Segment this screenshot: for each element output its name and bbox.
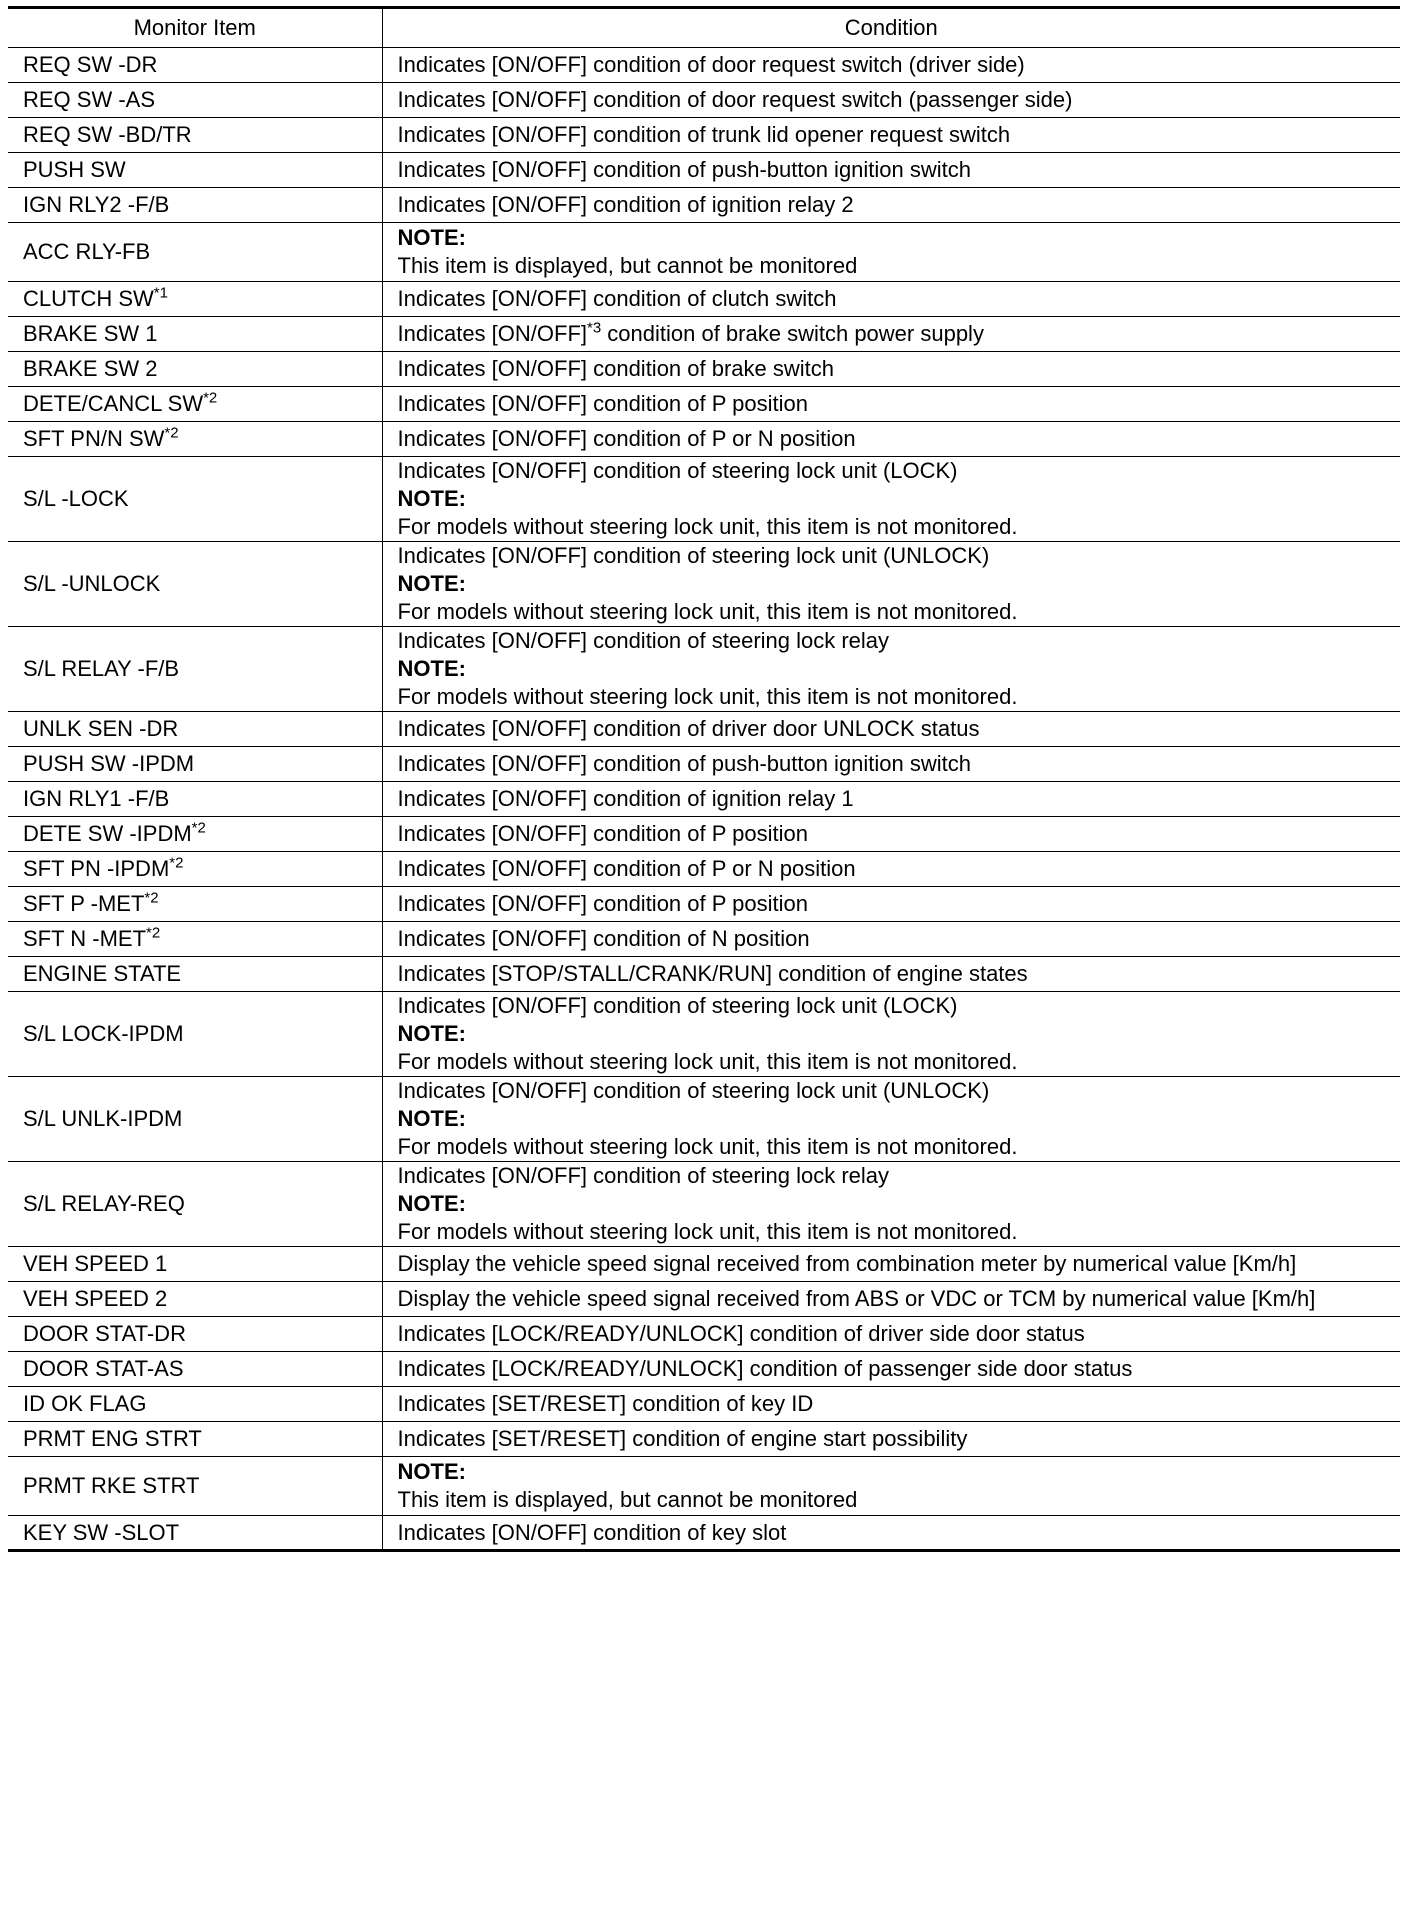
monitor-item-cell [8,1162,382,1247]
table-row [8,1282,1400,1317]
footnote-marker: *3 [587,319,602,337]
condition-cell [382,1387,1400,1422]
condition-text-part: For models without steering lock unit, this item is not monitored. [397,1049,1018,1074]
table-row [8,1422,1400,1457]
condition-text [398,925,1391,953]
condition-text [398,1250,1391,1278]
condition-text-part: Indicates [ON/OFF] condition of steering lock unit (LOCK) [397,458,958,483]
condition-cell [382,118,1400,153]
condition-text-part: Indicates [ON/OFF] condition of steering lock unit (LOCK) [397,993,958,1018]
condition-text-part: NOTE: [397,225,466,250]
monitor-item-cell [8,83,382,118]
monitor-item-name: VEH SPEED 2 [23,1286,168,1311]
table-row [8,992,1400,1077]
note-label [398,655,1391,683]
monitor-item-name: DETE SW -IPDM [23,821,192,846]
table-row [8,282,1400,317]
condition-text [398,156,1391,184]
condition-cell [382,1516,1400,1551]
condition-text-part: Indicates [SET/RESET] condition of key ID [397,1391,814,1416]
monitor-item-cell [8,852,382,887]
condition-cell [382,223,1400,282]
condition-cell [382,1457,1400,1516]
condition-text [398,1133,1391,1161]
monitor-item-cell [8,1317,382,1352]
monitor-item-cell [8,782,382,817]
table-row [8,922,1400,957]
monitor-item-name: UNLK SEN -DR [23,716,179,741]
monitor-item-name: S/L -UNLOCK [23,571,161,596]
monitor-item-table [8,6,1400,1552]
monitor-item-cell [8,422,382,457]
condition-text [398,1390,1391,1418]
condition-cell [382,457,1400,542]
table-row [8,422,1400,457]
condition-text [398,542,1391,570]
condition-text-part: Indicates [ON/OFF] condition of door request switch (passenger side) [397,87,1073,112]
condition-text-part: For models without steering lock unit, this item is not monitored. [397,599,1018,624]
condition-text [398,51,1391,79]
condition-text [398,1519,1391,1547]
monitor-item-name: DOOR STAT-DR [23,1321,186,1346]
condition-cell [382,992,1400,1077]
condition-text-part: Indicates [ON/OFF] condition of P position [397,821,808,846]
header-row [8,8,1400,48]
table-row [8,1387,1400,1422]
condition-text-part: For models without steering lock unit, this item is not monitored. [397,1219,1018,1244]
table-row [8,852,1400,887]
monitor-item-cell [8,387,382,422]
condition-text [398,1048,1391,1076]
footnote-marker: *2 [203,389,218,407]
condition-cell [382,957,1400,992]
monitor-item-cell [8,1387,382,1422]
monitor-item-cell [8,817,382,852]
condition-cell [382,153,1400,188]
monitor-item-name: PRMT ENG STRT [23,1426,202,1451]
monitor-item-cell [8,48,382,83]
condition-text-part: Indicates [ON/OFF] condition of trunk lid opener request switch [397,122,1011,147]
condition-text [398,191,1391,219]
monitor-item-name: ENGINE STATE [23,961,182,986]
condition-text-part: Indicates [ON/OFF] condition of driver door UNLOCK status [397,716,980,741]
footnote-marker: *2 [191,819,206,837]
note-label [398,1105,1391,1133]
condition-text [398,285,1391,313]
monitor-item-cell [8,1516,382,1551]
monitor-item-name: VEH SPEED 1 [23,1251,168,1276]
condition-text [398,513,1391,541]
condition-text [398,1285,1391,1313]
note-label [398,1458,1391,1486]
condition-text-part: Indicates [ON/OFF] condition of P or N position [397,856,856,881]
condition-text-part: Indicates [LOCK/READY/UNLOCK] condition of passenger side door status [397,1356,1133,1381]
footnote-marker: *2 [144,889,159,907]
condition-text [398,1218,1391,1246]
condition-text [398,992,1391,1020]
condition-text [398,785,1391,813]
condition-cell [382,1352,1400,1387]
note-label [398,570,1391,598]
footnote-marker: *2 [146,924,161,942]
condition-text [398,1162,1391,1190]
footnote-marker: *2 [164,424,179,442]
monitor-item-name: KEY SW -SLOT [23,1519,180,1545]
monitor-item-name: SFT PN/N SW [23,426,165,451]
monitor-item-cell [8,282,382,317]
condition-text [398,86,1391,114]
condition-cell [382,747,1400,782]
monitor-item-cell [8,747,382,782]
condition-text-part: Display the vehicle speed signal received from combination meter by numerical value [Km/h] [397,1251,1297,1276]
table-row [8,1317,1400,1352]
condition-text-part: Indicates [ON/OFF] condition of N position [397,926,810,951]
condition-cell [382,188,1400,223]
table-row [8,387,1400,422]
condition-cell [382,852,1400,887]
condition-text-part: This item is displayed, but cannot be monitored [397,253,858,278]
monitor-item-cell [8,153,382,188]
condition-text [398,1355,1391,1383]
monitor-item-name: REQ SW -DR [23,52,158,77]
monitor-item-name: S/L RELAY-REQ [23,1191,185,1216]
table-row [8,887,1400,922]
condition-text-part: NOTE: [397,1459,466,1484]
condition-text-part: Indicates [ON/OFF] condition of brake switch [397,356,835,381]
monitor-item-name: S/L RELAY -F/B [23,656,180,681]
table-row [8,782,1400,817]
condition-text-part: Indicates [ON/OFF] condition of key slot [397,1519,787,1545]
monitor-item-cell [8,957,382,992]
table-row [8,1247,1400,1282]
monitor-item-cell [8,887,382,922]
monitor-item-cell [8,457,382,542]
table-row [8,457,1400,542]
monitor-item-name: S/L UNLK-IPDM [23,1106,183,1131]
monitor-item-name: PRMT RKE STRT [23,1473,200,1498]
condition-cell [382,352,1400,387]
monitor-item-cell [8,223,382,282]
condition-text-part: Indicates [ON/OFF] condition of ignition relay 2 [397,192,854,217]
condition-text-part: Indicates [ON/OFF] condition of steering lock unit (UNLOCK) [397,543,990,568]
monitor-item-name: CLUTCH SW [23,286,154,311]
monitor-item-name: REQ SW -AS [23,87,156,112]
condition-text [398,855,1391,883]
monitor-item-name: PUSH SW -IPDM [23,751,195,776]
note-label [398,485,1391,513]
note-label [398,224,1391,252]
condition-text-part: For models without steering lock unit, this item is not monitored. [397,514,1018,539]
condition-cell [382,887,1400,922]
monitor-item-cell [8,1352,382,1387]
table-row [8,317,1400,352]
condition-cell [382,1282,1400,1317]
condition-cell [382,1077,1400,1162]
condition-cell [382,817,1400,852]
condition-text [398,627,1391,655]
header-monitor-item: Monitor Item [8,8,382,48]
footnote-marker: *1 [153,284,168,302]
monitor-item-cell [8,1247,382,1282]
condition-text [398,320,1391,348]
condition-text-part: NOTE: [397,1021,466,1046]
condition-text-part: Display the vehicle speed signal received from ABS or VDC or TCM by numerical value [Km/h] [397,1286,1316,1311]
condition-cell [382,48,1400,83]
monitor-item-name: IGN RLY1 -F/B [23,786,170,811]
condition-cell [382,422,1400,457]
monitor-item-cell [8,352,382,387]
table-row [8,747,1400,782]
monitor-item-name: S/L -LOCK [23,486,129,511]
monitor-item-cell [8,118,382,153]
table-row [8,1516,1400,1551]
condition-cell [382,782,1400,817]
monitor-item-name: S/L LOCK-IPDM [23,1021,184,1046]
monitor-item-name: REQ SW -BD/TR [23,122,192,147]
monitor-item-name: SFT PN -IPDM [23,856,170,881]
condition-text-part: This item is displayed, but cannot be monitored [397,1487,858,1512]
monitor-item-cell [8,542,382,627]
condition-text [398,820,1391,848]
table-row [8,223,1400,282]
note-label [398,1190,1391,1218]
condition-text [398,683,1391,711]
condition-text-part: Indicates [SET/RESET] condition of engine start possibility [397,1426,968,1451]
condition-text [398,121,1391,149]
table-row [8,153,1400,188]
condition-text [398,598,1391,626]
condition-text [398,457,1391,485]
condition-text-part: Indicates [ON/OFF] condition of push-button ignition switch [397,751,972,776]
condition-text-part: NOTE: [397,486,466,511]
monitor-item-cell [8,1422,382,1457]
condition-text [398,1320,1391,1348]
condition-text [398,425,1391,453]
condition-cell [382,627,1400,712]
condition-text-part: Indicates [ON/OFF] condition of P or N position [397,426,856,451]
condition-cell [382,1422,1400,1457]
monitor-item-cell [8,188,382,223]
condition-text [398,1077,1391,1105]
table-row [8,352,1400,387]
condition-text [398,1486,1391,1514]
condition-text-part: NOTE: [397,571,466,596]
condition-text-part: Indicates [ON/OFF] condition of clutch switch [397,286,837,311]
monitor-item-name: BRAKE SW 1 [23,321,158,346]
condition-cell [382,282,1400,317]
monitor-item-name: DOOR STAT-AS [23,1356,184,1381]
monitor-item-name: IGN RLY2 -F/B [23,192,170,217]
condition-text-part: Indicates [ON/OFF] condition of steering lock unit (UNLOCK) [397,1078,990,1103]
monitor-item-cell [8,317,382,352]
condition-cell [382,83,1400,118]
condition-cell [382,1162,1400,1247]
condition-text-part: For models without steering lock unit, this item is not monitored. [397,684,1018,709]
condition-text [398,960,1391,988]
table-row [8,48,1400,83]
header-condition: Condition [382,8,1400,48]
table-row [8,542,1400,627]
table-row [8,118,1400,153]
table-row [8,1352,1400,1387]
table-row [8,957,1400,992]
table-row [8,627,1400,712]
condition-text-part: Indicates [STOP/STALL/CRANK/RUN] condition of engine states [397,961,1028,986]
condition-text-part: Indicates [ON/OFF] condition of ignition relay 1 [397,786,854,811]
condition-text-part: Indicates [ON/OFF] condition of steering lock relay [397,1163,890,1188]
monitor-item-cell [8,627,382,712]
condition-text-part: Indicates [LOCK/READY/UNLOCK] condition of driver side door status [397,1321,1085,1346]
condition-cell [382,712,1400,747]
condition-text [398,355,1391,383]
condition-text [398,890,1391,918]
condition-text-part: NOTE: [397,1191,466,1216]
condition-text-part: For models without steering lock unit, this item is not monitored. [397,1134,1018,1159]
monitor-item-name: BRAKE SW 2 [23,356,158,381]
condition-text [398,1425,1391,1453]
table-row [8,1077,1400,1162]
monitor-item-name: ACC RLY-FB [23,239,151,264]
monitor-item-cell [8,712,382,747]
table-row [8,1457,1400,1516]
monitor-item-name: PUSH SW [23,157,126,182]
condition-text-part: NOTE: [397,1106,466,1131]
condition-text-part: Indicates [ON/OFF] condition of steering lock relay [397,628,890,653]
footnote-marker: *2 [169,854,184,872]
condition-cell [382,317,1400,352]
table-row [8,1162,1400,1247]
condition-text-part: condition of brake switch power supply [601,321,984,346]
condition-text-part: Indicates [ON/OFF] condition of P position [397,391,808,416]
monitor-item-cell [8,922,382,957]
monitor-item-name: DETE/CANCL SW [23,391,204,416]
condition-text [398,715,1391,743]
monitor-item-cell [8,1077,382,1162]
condition-text-part: Indicates [ON/OFF] condition of P position [397,891,808,916]
monitor-item-name: ID OK FLAG [23,1391,147,1416]
monitor-item-name: SFT P -MET [23,891,145,916]
table-row [8,188,1400,223]
condition-text [398,252,1391,280]
monitor-item-cell [8,1457,382,1516]
condition-text-part: Indicates [ON/OFF] condition of door request switch (driver side) [397,52,1025,77]
condition-cell [382,1247,1400,1282]
condition-text-part: Indicates [ON/OFF] condition of push-button ignition switch [397,157,972,182]
condition-cell [382,922,1400,957]
condition-text-part: Indicates [ON/OFF] [397,321,587,346]
condition-cell [382,1317,1400,1352]
condition-text [398,390,1391,418]
table-row [8,83,1400,118]
monitor-item-cell [8,992,382,1077]
condition-text-part: NOTE: [397,656,466,681]
condition-text [398,750,1391,778]
monitor-item-name: SFT N -MET [23,926,147,951]
condition-cell [382,387,1400,422]
table-row [8,712,1400,747]
note-label [398,1020,1391,1048]
monitor-item-cell [8,1282,382,1317]
condition-cell [382,542,1400,627]
table-row [8,817,1400,852]
